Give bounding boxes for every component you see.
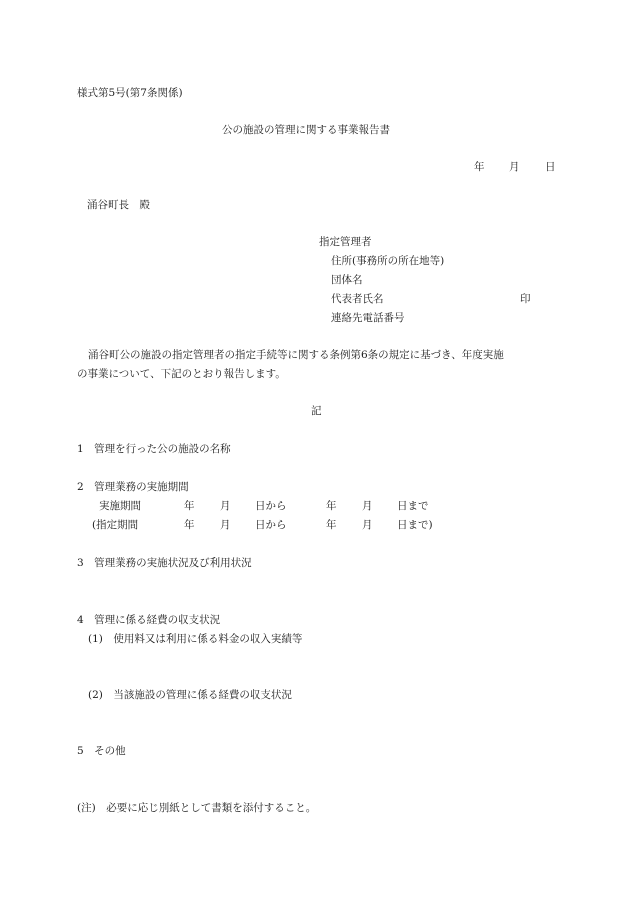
period1-end-month: 月	[362, 500, 373, 512]
addressee: 涌谷町長 殿	[87, 199, 150, 211]
implementation-period-label: 実施期間	[99, 500, 141, 512]
manager-phone-label: 連絡先電話番号	[331, 312, 405, 324]
period2-start-year: 年	[184, 519, 195, 531]
date-day: 日	[545, 161, 556, 173]
item-2: 2 管理業務の実施期間	[77, 481, 189, 493]
body-line-2: の事業について、下記のとおり報告します。	[77, 368, 286, 380]
period2-end-day: 日まで)	[397, 519, 433, 531]
period2-start-day: 日から	[255, 519, 287, 531]
period1-start-month: 月	[220, 500, 231, 512]
designated-manager-heading: 指定管理者	[319, 236, 372, 248]
body-line-1: 涌谷町公の施設の指定管理者の指定手続等に関する条例第6条の規定に基づき、年度実施	[88, 349, 504, 361]
form-number: 様式第5号(第7条関係)	[77, 87, 183, 99]
footnote: (注) 必要に応じ別紙として書類を添付すること。	[77, 802, 317, 814]
manager-org-label: 団体名	[331, 274, 363, 286]
period2-start-month: 月	[220, 519, 231, 531]
date-month: 月	[509, 161, 520, 173]
item-5: 5 その他	[77, 745, 126, 757]
manager-address-label: 住所(事務所の所在地等)	[331, 255, 445, 267]
ki-heading: 記	[311, 405, 322, 417]
period1-start-year: 年	[184, 500, 195, 512]
period1-start-day: 日から	[255, 500, 287, 512]
document-title: 公の施設の管理に関する事業報告書	[222, 124, 390, 136]
item-4-1: (1) 使用料又は利用に係る料金の収入実績等	[88, 633, 303, 645]
seal-mark: 印	[520, 293, 531, 305]
date-year: 年	[474, 161, 485, 173]
item-1: 1 管理を行った公の施設の名称	[77, 443, 231, 455]
item-4-2: (2) 当該施設の管理に係る経費の収支状況	[88, 689, 292, 701]
item-3: 3 管理業務の実施状況及び利用状況	[77, 557, 252, 569]
manager-representative-label: 代表者氏名	[331, 293, 384, 305]
period1-end-day: 日まで	[397, 500, 429, 512]
period2-end-year: 年	[326, 519, 337, 531]
period1-end-year: 年	[326, 500, 337, 512]
item-4: 4 管理に係る経費の収支状況	[77, 614, 221, 626]
period2-end-month: 月	[362, 519, 373, 531]
designation-period-label: (指定期間	[92, 519, 139, 531]
